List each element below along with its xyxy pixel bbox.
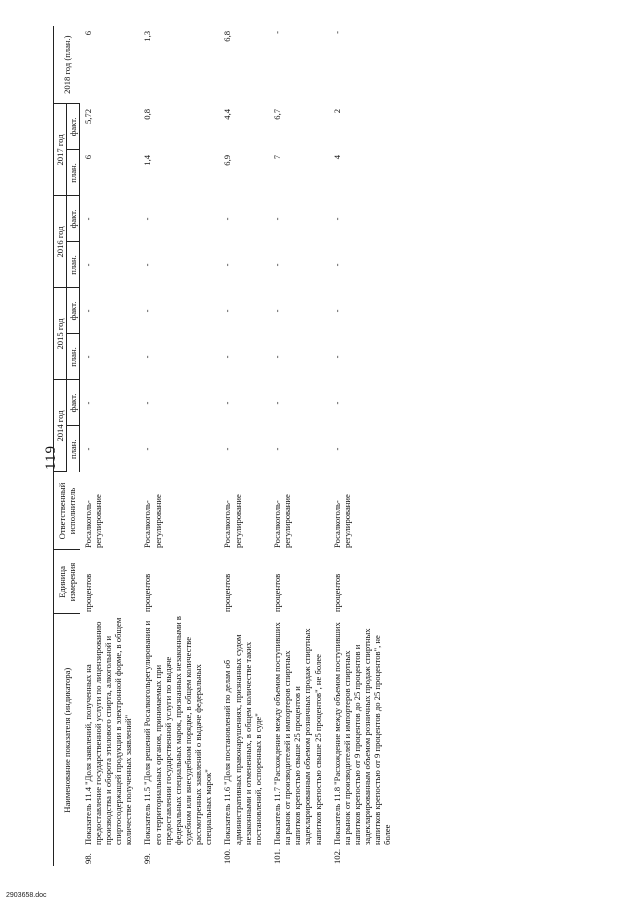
value-cell: -: [83, 401, 94, 405]
value-cell: -: [222, 309, 233, 313]
unit-cell: процентов: [82, 573, 93, 612]
value-cell: -: [272, 355, 283, 359]
col-plan-header: план.: [67, 150, 80, 196]
col-2016-header: 2016 год: [54, 196, 67, 288]
col-plan-header: план.: [67, 242, 80, 288]
value-cell: 7: [272, 154, 283, 160]
value-cell: 1,3: [142, 30, 153, 42]
page-number: 119: [43, 445, 59, 470]
col-2017-header: 2017 год: [54, 104, 67, 196]
unit-cell: процентов: [222, 573, 233, 612]
col-executor-header: Ответственный исполнитель: [54, 472, 80, 550]
value-cell: 1,4: [142, 154, 153, 166]
indicator-text: Показатель 11.8 "Расхождение между объемом поступивших на рынок от производителей и импортеров спиртных напитков крепостью от 9 процентов до 25 процентов и задекларированным объемом розничных продаж спиртных напитков крепостью от 9 процентов до 25 процентов", не более: [331, 622, 393, 845]
value-cell: -: [331, 309, 342, 313]
col-fact-header: факт.: [67, 288, 80, 334]
value-cell: -: [272, 309, 283, 313]
col-plan-header: план.: [67, 426, 80, 472]
indicators-table: [53, 26, 399, 866]
value-cell: -: [222, 217, 233, 221]
value-cell: 6,8: [222, 30, 233, 42]
table-row: [269, 26, 329, 866]
value-cell: -: [222, 355, 233, 359]
value-cell: -: [142, 263, 153, 267]
indicator-text: Показатель 11.4 "Доля заявлений, полученных на предоставление государственной услуги по лицензированию производства и оборота этилового спирта, алкогольной и спиртосодержащей продукции в электронной форме, в общем количестве полученных заявлений": [82, 617, 134, 845]
value-cell: -: [272, 263, 283, 267]
executor-cell: Росалкоголь-регулирование: [272, 494, 293, 548]
value-cell: -: [272, 447, 283, 451]
indicator-text: Показатель 11.7 "Расхождение между объемом поступивших на рынок от производителей и импортеров спиртных напитков крепостью свыше 25 процентов и задекларированным объемом розничных продаж спиртных напитков крепостью свыше 25 процентов", не более: [272, 622, 323, 845]
value-cell: -: [222, 401, 233, 405]
indicator-text: Показатель 11.6 "Доля постановлений по делам об административных правонарушениях, признанных судом незаконными и отмененных, в общем количестве таких постановлений, оспоренных в суде": [222, 634, 263, 845]
footer-filename: 2903658.doc: [6, 892, 47, 899]
row-number: 102.: [331, 848, 342, 864]
value-cell: 6,9: [222, 154, 233, 166]
value-cell: -: [142, 447, 153, 451]
row-number: 98.: [82, 853, 93, 864]
value-cell: -: [222, 263, 233, 267]
table-row: [219, 26, 269, 866]
value-cell: -: [331, 447, 342, 451]
col-fact-header: факт.: [67, 104, 80, 150]
indicator-text: Показатель 11.5 "Доля решений Росалкогольрегулирования и его территориальных органов, принимаемых при предоставлении государственной услуги по выдаче федеральных специальных марок, признанных незаконными в судебном или внесудебном порядке, в общем количестве рассмотренных заявлений о выдаче федеральных специальных марок": [142, 616, 214, 845]
executor-cell: Росалкоголь-регулирование: [82, 494, 103, 548]
unit-cell: процентов: [272, 573, 283, 612]
col-plan-header: план.: [67, 334, 80, 380]
value-cell: -: [272, 401, 283, 405]
value-cell: -: [83, 309, 94, 313]
executor-cell: Росалкоголь-регулирование: [222, 494, 243, 548]
table-row: [329, 26, 399, 866]
col-2015-header: 2015 год: [54, 288, 67, 380]
value-cell: 4: [331, 154, 342, 160]
unit-cell: процентов: [142, 573, 153, 612]
col-2018-header: 2018 год (план.): [54, 26, 80, 104]
value-cell: -: [83, 263, 94, 267]
col-fact-header: факт.: [67, 380, 80, 426]
unit-cell: процентов: [331, 573, 342, 612]
value-cell: -: [331, 217, 342, 221]
value-cell: -: [331, 263, 342, 267]
value-cell: -: [83, 355, 94, 359]
table-row: [139, 26, 219, 866]
value-cell: -: [331, 30, 342, 34]
value-cell: 2: [331, 108, 342, 114]
value-cell: 0,8: [142, 108, 153, 120]
value-cell: 5,72: [83, 108, 94, 124]
value-cell: -: [142, 217, 153, 221]
value-cell: -: [272, 30, 283, 34]
value-cell: 6: [83, 154, 94, 160]
col-indicator-header: Наименование показателя (индикатора): [54, 614, 80, 866]
col-unit-header: Единица измерения: [54, 550, 80, 614]
table-row: [80, 26, 140, 866]
col-2014-header: 2014 год: [54, 380, 67, 472]
row-number: 99.: [142, 853, 153, 864]
value-cell: -: [142, 309, 153, 313]
value-cell: -: [331, 355, 342, 359]
value-cell: -: [331, 401, 342, 405]
value-cell: 6: [82, 30, 93, 36]
value-cell: -: [272, 217, 283, 221]
value-cell: 6,7: [272, 108, 283, 120]
col-fact-header: факт.: [67, 196, 80, 242]
row-number: 100.: [222, 848, 233, 864]
value-cell: -: [83, 447, 94, 451]
value-cell: 4,4: [222, 108, 233, 120]
value-cell: -: [83, 217, 94, 221]
executor-cell: Росалкоголь-регулирование: [331, 494, 352, 548]
value-cell: -: [222, 447, 233, 451]
value-cell: -: [142, 355, 153, 359]
executor-cell: Росалкоголь-регулирование: [142, 494, 163, 548]
row-number: 101.: [272, 848, 283, 864]
rotated-page: [28, 26, 628, 866]
value-cell: -: [142, 401, 153, 405]
